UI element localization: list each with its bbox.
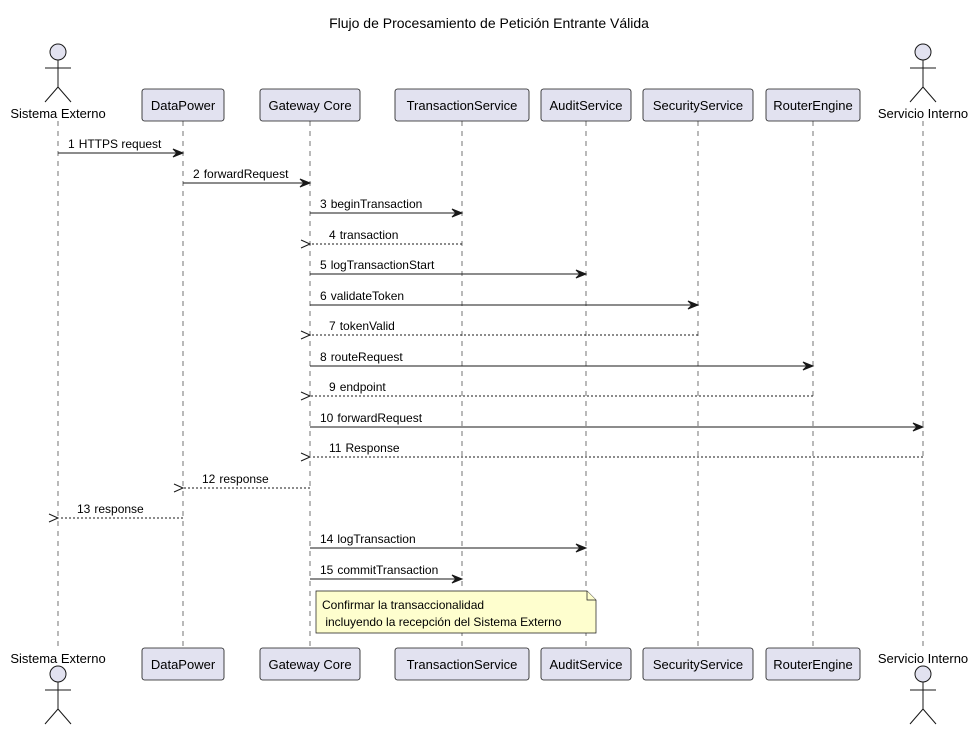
message-text: transaction [339,228,399,242]
message-text: response [219,472,269,486]
message-arrowhead [301,392,310,400]
message-arrowhead [174,484,183,492]
message-label-8 [320,350,403,364]
actor-head [915,44,931,60]
message-number: 11 [329,441,342,455]
participant-label-audit-top: AuditService [549,98,623,113]
message-label-6 [320,289,404,303]
message-number: 10 [320,411,334,425]
message-10 [310,411,923,431]
message-9 [301,380,813,400]
message-number: 5 [320,258,327,272]
participant-label-audit-bottom: AuditService [549,657,623,672]
message-6 [310,289,698,309]
participant-label-gw-bottom: Gateway Core [268,657,352,672]
message-text: beginTransaction [330,197,423,211]
message-label-4 [329,228,398,242]
message-14 [310,532,586,552]
message-text: HTTPS request [78,137,162,151]
message-number: 15 [320,563,334,577]
message-label-14 [320,532,416,546]
message-number: 14 [320,532,334,546]
participant-label-sec-top: SecurityService [652,98,744,113]
message-label-13 [77,502,144,516]
participant-label-ext-top: Sistema Externo [10,106,106,121]
actor-body [910,682,936,724]
participant-label-rt-bottom: RouterEngine [773,657,853,672]
actor-body [910,60,936,102]
actor-head [915,666,931,682]
participant-label-int-bottom: Servicio Interno [877,651,969,666]
message-label-11 [329,441,400,455]
diagram-title: Flujo de Procesamiento de Petición Entrante Válida [329,15,649,31]
message-number: 1 [68,137,75,151]
actor-head [50,44,66,60]
message-text: endpoint [339,380,386,394]
actor-ext-top-figure [45,44,71,102]
participant-label-sec-bottom: SecurityService [652,657,744,672]
message-number: 6 [320,289,327,303]
message-number: 4 [329,228,336,242]
message-7 [301,319,698,339]
message-text: forwardRequest [203,167,289,181]
message-13 [49,502,183,522]
message-8 [310,350,813,370]
message-text: routeRequest [330,350,403,364]
message-text: validateToken [330,289,405,303]
message-number: 3 [320,197,327,211]
message-4 [301,228,462,248]
message-number: 7 [329,319,336,333]
note-line-2: incluyendo la recepción del Sistema Externo [322,615,562,629]
message-label-10 [320,411,423,425]
participant-label-tx-top: TransactionService [406,98,518,113]
message-label-1 [68,137,162,151]
note-fold [587,591,596,600]
message-1 [58,137,183,157]
message-label-9 [329,380,386,394]
message-label-2 [193,167,289,181]
participant-label-ext-bottom: Sistema Externo [10,651,106,666]
actor-int-top-figure [910,44,936,102]
message-number: 13 [77,502,91,516]
message-arrowhead [49,514,58,522]
actor-int-bottom-figure [910,666,936,724]
participant-label-int-top: Servicio Interno [877,106,969,121]
message-text: forwardRequest [337,411,423,425]
message-text: response [94,502,144,516]
message-text: tokenValid [339,319,395,333]
message-11 [301,441,923,461]
actor-ext-bottom-figure [45,666,71,724]
message-number: 9 [329,380,336,394]
message-5 [310,258,586,278]
message-label-15 [320,563,438,577]
actor-body [45,60,71,102]
note-line-1: Confirmar la transaccionalidad [322,598,485,612]
message-2 [183,167,310,187]
participant-label-gw-top: Gateway Core [268,98,352,113]
note [316,591,596,633]
message-3 [310,197,462,217]
actor-body [45,682,71,724]
message-arrowhead [301,240,310,248]
message-label-3 [320,197,422,211]
message-text: Response [345,441,400,455]
message-arrowhead [301,331,310,339]
message-label-5 [320,258,435,272]
message-12 [174,472,310,492]
message-15 [310,563,462,583]
participant-label-dp-top: DataPower [150,98,216,113]
participant-label-tx-bottom: TransactionService [406,657,518,672]
participant-label-rt-top: RouterEngine [773,98,853,113]
actor-head [50,666,66,682]
message-number: 12 [202,472,216,486]
message-number: 2 [193,167,200,181]
message-label-12 [202,472,269,486]
message-text: logTransactionStart [330,258,435,272]
message-text: logTransaction [337,532,416,546]
message-text: commitTransaction [337,563,439,577]
message-arrowhead [301,453,310,461]
message-label-7 [329,319,395,333]
message-number: 8 [320,350,327,364]
participant-label-dp-bottom: DataPower [150,657,216,672]
